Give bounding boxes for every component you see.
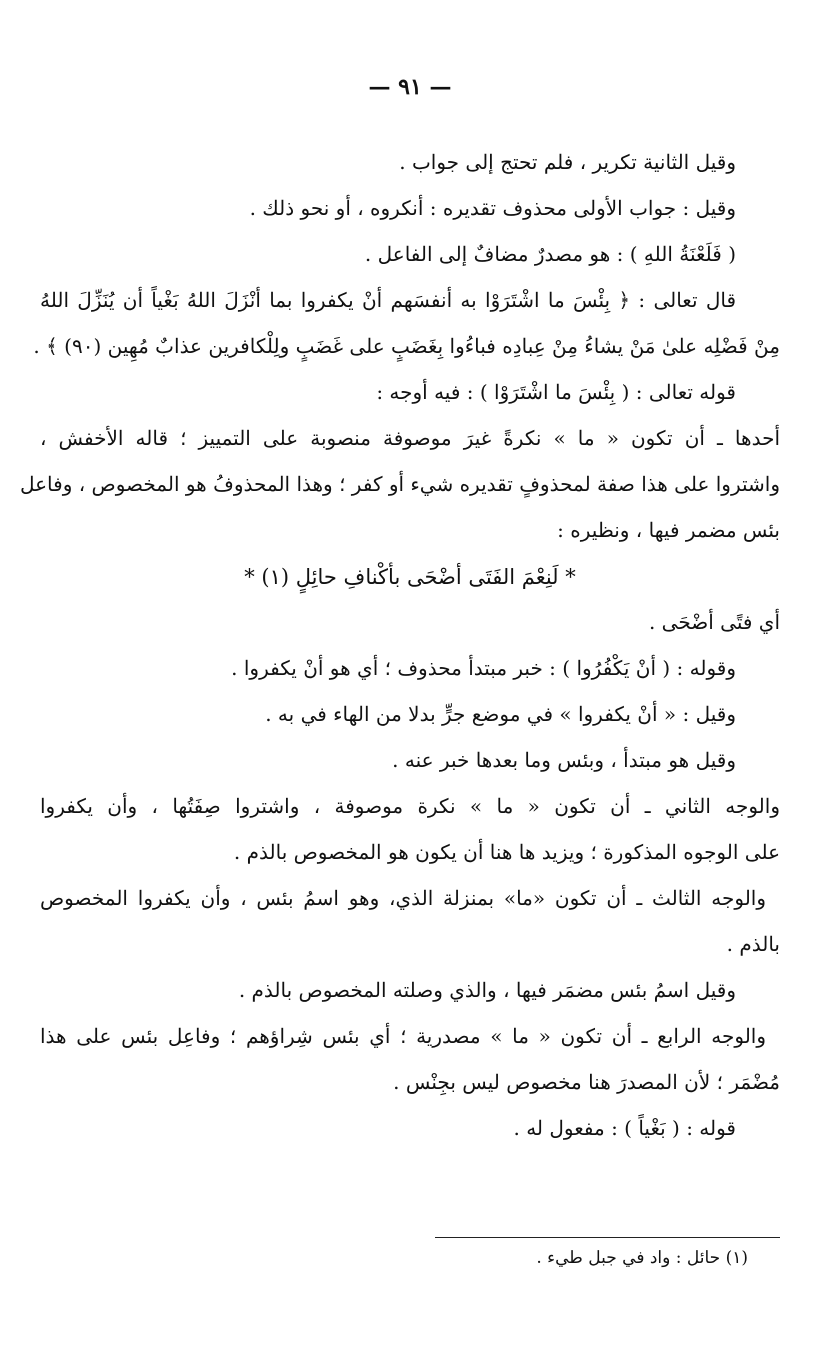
quran-verse-line: قال تعالى : ﴿ بِئْسَ ما اشْتَرَوْا به أنفسَهم أنْ يكفروا بما أنْزَلَ اللهُ بَغْياً أن يُنَزِّلَ اللهُ	[40, 288, 736, 312]
text-line: والوجه الثالث ـ أن تكون «ما» بمنزلة الذي، وهو اسمُ بئس ، وأن يكفروا المخصوص	[40, 886, 766, 910]
text-line: والوجه الرابع ـ أن تكون « ما » مصدرية ؛ أي بئس شِراؤهم ؛ وفاعِل بئس على هذا	[40, 1024, 766, 1048]
text-line: قوله تعالى : ( بِئْسَ ما اشْتَرَوْا ) : فيه أوجه :	[376, 380, 736, 404]
text-line: وقيل : جواب الأولى محذوف تقديره : أنكروه ، أو نحو ذلك .	[249, 196, 736, 220]
text-line: وقيل : « أنْ يكفروا » في موضع جرٍّ بدلا من الهاء في به .	[265, 702, 736, 726]
text-line: وقيل اسمُ بئس مضمَر فيها ، والذي وصلته المخصوص بالذم .	[238, 978, 736, 1002]
text-line: واشتروا على هذا صفة لمحذوفٍ تقديره شيء أو كفر ؛ وهذا المحذوفُ هو المخصوص ، وفاعل	[19, 472, 780, 496]
poetry-verse: * لَنِعْمَ الفَتَى أضْحَى بأكْنافِ حائِلٍ (١) *	[244, 565, 576, 589]
text-line: وقيل الثانية تكرير ، فلم تحتج إلى جواب .	[399, 150, 736, 174]
text-line: قوله : ( بَغْياً ) : مفعول له .	[513, 1116, 736, 1140]
quran-verse-line: مِنْ فَضْلِه علىٰ مَنْ يشاءُ مِنْ عِبادِه فباءُوا بِغَضَبٍ على غَضَبٍ ولِلْكافرين عذابٌ مُهِين (٩٠) ﴾ .	[33, 334, 780, 358]
text-line: أي فتًى أضْحَى .	[648, 610, 780, 634]
text-line: على الوجوه المذكورة ؛ ويزيد ها هنا أن يكون هو المخصوص بالذم .	[233, 840, 780, 864]
body-text	[19, 148, 780, 1160]
text-line: ( فَلَعْنَةُ اللهِ ) : هو مصدرٌ مضافٌ إلى الفاعل .	[364, 242, 736, 266]
text-line: أحدها ـ أن تكون « ما » نكرةً غيرَ موصوفة منصوبة على التمييز ؛ قاله الأخفش ،	[40, 426, 780, 450]
text-line: والوجه الثاني ـ أن تكون « ما » نكرة موصوفة ، واشتروا صِفَتُها ، وأن يكفروا	[40, 794, 780, 818]
text-line: وقيل هو مبتدأ ، وبئس وما بعدها خبر عنه .	[392, 748, 736, 772]
page-number: — ٩١ —	[368, 74, 452, 100]
footnote: (١) حائل : واد في جبل طيء .	[536, 1248, 748, 1268]
footnote-divider	[435, 1237, 780, 1238]
text-line: مُضْمَر ؛ لأن المصدرَ هنا مخصوص ليس بجِنْس .	[393, 1070, 780, 1094]
text-line: بالذم .	[726, 932, 780, 956]
text-line: بئس مضمر فيها ، ونظيره :	[557, 518, 780, 542]
text-line: وقوله : ( أنْ يَكْفُرُوا ) : خبر مبتدأ محذوف ؛ أي هو أنْ يكفروا .	[231, 656, 736, 680]
